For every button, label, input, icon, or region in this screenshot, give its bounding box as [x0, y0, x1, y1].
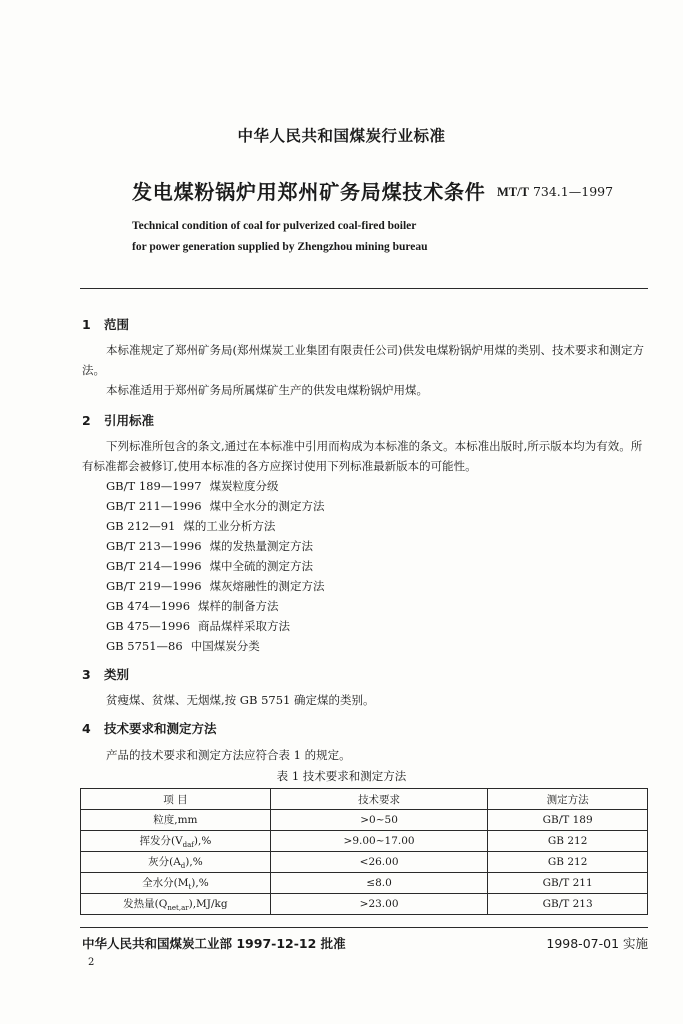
- item-label: 灰分(A: [148, 855, 181, 868]
- item-cell: [81, 894, 271, 915]
- reference-code: GB/T 213—1996: [106, 539, 202, 553]
- column-header-item: 项 目: [81, 789, 271, 810]
- method-cell: GB 212: [488, 852, 648, 873]
- requirement-cell: >0~50: [270, 810, 488, 831]
- method-cell: GB 212: [488, 831, 648, 852]
- section-1-paragraph-1: 本标准规定了郑州矿务局(郑州煤炭工业集团有限责任公司)供发电煤粉锅炉用煤的类别、技术要求和测定方法。: [82, 343, 644, 377]
- reference-item: [106, 558, 313, 574]
- reference-title: 煤中全水分的测定方法: [209, 499, 325, 513]
- requirement-cell: >23.00: [270, 894, 488, 915]
- item-suffix: ),%: [193, 834, 212, 847]
- document-title: 发电煤粉锅炉用郑州矿务局煤技术条件: [132, 180, 486, 204]
- page-number: 2: [88, 957, 95, 968]
- method-cell: GB/T 211: [488, 873, 648, 894]
- item-suffix: ),MJ/kg: [188, 897, 228, 910]
- table-caption: 表 1 技术要求和测定方法: [276, 769, 407, 783]
- section-heading-1: [82, 315, 129, 333]
- reference-title: 中国煤炭分类: [190, 639, 260, 653]
- reference-title: 煤的工业分析方法: [183, 519, 276, 533]
- section-number: 1: [82, 317, 91, 332]
- section-heading-2: [82, 411, 154, 429]
- item-cell: [81, 852, 271, 873]
- method-cell: GB/T 213: [488, 894, 648, 915]
- reference-code: GB 5751—86: [106, 639, 183, 653]
- item-label: 粒度,mm: [153, 813, 198, 826]
- technical-requirements-table: [80, 788, 648, 915]
- reference-code: GB/T 214—1996: [106, 559, 202, 573]
- approval-statement: 中华人民共和国煤炭工业部 1997-12-12 批准: [82, 936, 346, 951]
- reference-item: [106, 638, 260, 654]
- reference-item: [106, 598, 279, 614]
- standard-number: 734.1—1997: [532, 184, 614, 199]
- item-label: 挥发分(V: [139, 834, 183, 847]
- reference-code: GB 474—1996: [106, 599, 191, 613]
- reference-code: GB/T 219—1996: [106, 579, 202, 593]
- reference-item: [106, 618, 290, 634]
- item-cell: [81, 810, 271, 831]
- section-number: 4: [82, 721, 91, 736]
- section-heading-3: [82, 665, 129, 683]
- item-cell: [81, 873, 271, 894]
- table-header-row: [81, 789, 648, 810]
- section-title: 技术要求和测定方法: [104, 721, 217, 736]
- section-1-paragraph-2: 本标准适用于郑州矿务局所属煤矿生产的供发电煤粉锅炉用煤。: [106, 383, 428, 397]
- section-heading-4: [82, 719, 217, 737]
- reference-code: GB 475—1996: [106, 619, 191, 633]
- item-suffix: ),%: [185, 855, 203, 868]
- reference-item: [106, 478, 279, 494]
- reference-item: [106, 518, 275, 534]
- table-row: [81, 894, 648, 915]
- reference-code: GB/T 189—1997: [106, 479, 202, 493]
- english-title-line2: for power generation supplied by Zhengzhou mining bureau: [132, 241, 428, 253]
- english-title-line1: Technical condition of coal for pulverized coal-fired boiler: [132, 220, 417, 232]
- item-label: 全水分(M: [142, 876, 189, 889]
- section-4-paragraph-1: 产品的技术要求和测定方法应符合表 1 的规定。: [106, 748, 351, 762]
- section-title: 引用标准: [104, 413, 155, 428]
- footer-divider: [80, 927, 648, 928]
- table-row: [81, 852, 648, 873]
- reference-title: 煤的发热量测定方法: [209, 539, 314, 553]
- section-2-paragraph-1: 下列标准所包含的条文,通过在本标准中引用而构成为本标准的条文。本标准出版时,所示版本均为有效。所有标准都会被修订,使用本标准的各方应探讨使用下列标准最新版本的可能性。: [82, 439, 643, 473]
- reference-code: GB 212—91: [106, 519, 176, 533]
- item-label: 发热量(Q: [123, 897, 168, 910]
- table-row: [81, 873, 648, 894]
- table-row: [81, 831, 648, 852]
- standard-prefix: MT/T: [497, 185, 529, 199]
- reference-item: [106, 578, 325, 594]
- item-cell: [81, 831, 271, 852]
- reference-title: 煤样的制备方法: [198, 599, 279, 613]
- item-subscript: d: [180, 862, 186, 871]
- reference-title: 商品煤样采取方法: [198, 619, 291, 633]
- reference-title: 煤炭粒度分级: [209, 479, 279, 493]
- reference-title: 煤灰熔融性的测定方法: [209, 579, 325, 593]
- table-row: [81, 810, 648, 831]
- requirement-cell: <26.00: [270, 852, 488, 873]
- implementation-date: 1998-07-01 实施: [546, 936, 648, 951]
- requirement-cell: ≤8.0: [270, 873, 488, 894]
- method-cell: GB/T 189: [488, 810, 648, 831]
- item-suffix: ),%: [191, 876, 209, 889]
- reference-title: 煤中全硫的测定方法: [209, 559, 314, 573]
- column-header-requirement: 技术要求: [270, 789, 488, 810]
- column-header-method: 测定方法: [488, 789, 648, 810]
- standard-code: [497, 184, 613, 200]
- section-title: 类别: [104, 667, 130, 682]
- reference-code: GB/T 211—1996: [106, 499, 202, 513]
- reference-item: [106, 498, 325, 514]
- item-subscript: daf: [182, 841, 194, 850]
- requirement-cell: >9.00~17.00: [270, 831, 488, 852]
- item-subscript: net,ar: [167, 904, 189, 913]
- section-number: 3: [82, 667, 91, 682]
- section-number: 2: [82, 413, 91, 428]
- section-title: 范围: [104, 317, 130, 332]
- reference-item: [106, 538, 313, 554]
- item-subscript: t: [188, 883, 192, 892]
- section-3-paragraph-1: 贫瘦煤、贫煤、无烟煤,按 GB 5751 确定煤的类别。: [106, 693, 375, 707]
- header-divider: [80, 288, 648, 289]
- industry-title: 中华人民共和国煤炭行业标准: [237, 126, 446, 145]
